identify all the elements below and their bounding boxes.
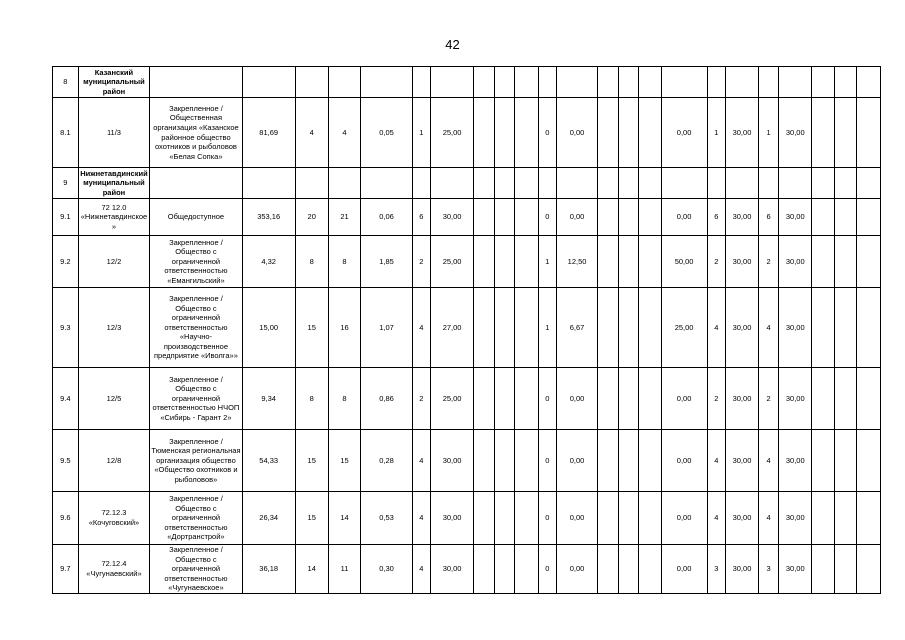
table-cell: 15	[295, 288, 328, 368]
table-cell: Закрепленное / Общество с ограниченной ответственностью «Научно-производственное предприятие «Иволга»»	[150, 288, 242, 368]
table-cell	[857, 98, 881, 168]
table-row	[53, 199, 881, 236]
table-cell	[515, 492, 539, 545]
table-cell: 0,00	[661, 368, 707, 430]
table-cell: 0	[538, 492, 556, 545]
table-cell	[834, 492, 857, 545]
table-cell: 30,00	[726, 492, 759, 545]
table-cell	[857, 236, 881, 288]
table-cell	[661, 67, 707, 98]
table-cell	[812, 288, 835, 368]
table-cell	[474, 199, 494, 236]
table-cell: 0,00	[661, 199, 707, 236]
table-cell: 4	[707, 492, 725, 545]
table-cell	[661, 168, 707, 199]
table-cell	[812, 368, 835, 430]
table-cell: 6,67	[557, 288, 598, 368]
table-cell: 15	[295, 430, 328, 492]
table-cell: 30,00	[726, 430, 759, 492]
table-cell	[618, 199, 638, 236]
table-cell: 6	[412, 199, 430, 236]
table-cell: 4	[295, 98, 328, 168]
table-cell: 0	[538, 199, 556, 236]
table-cell	[295, 67, 328, 98]
table-cell	[598, 199, 618, 236]
table-cell: 0,00	[557, 199, 598, 236]
table-cell	[494, 168, 514, 199]
table-cell	[557, 168, 598, 199]
table-cell	[328, 67, 361, 98]
table-cell	[834, 168, 857, 199]
table-cell: 0,06	[361, 199, 412, 236]
table-cell	[538, 67, 556, 98]
table-cell	[834, 67, 857, 98]
table-cell: Общедоступное	[150, 199, 242, 236]
table-cell: 11/3	[78, 98, 150, 168]
table-cell	[618, 368, 638, 430]
table-cell: 30,00	[726, 288, 759, 368]
table-cell: 30,00	[431, 492, 474, 545]
table-cell	[834, 430, 857, 492]
table-cell: 9.6	[53, 492, 79, 545]
table-cell	[618, 98, 638, 168]
table-cell: 0,00	[661, 98, 707, 168]
table-cell	[834, 199, 857, 236]
table-cell	[494, 199, 514, 236]
table-cell: 1	[412, 98, 430, 168]
table-cell	[494, 288, 514, 368]
table-cell	[474, 168, 494, 199]
table-cell	[812, 492, 835, 545]
table-cell	[598, 98, 618, 168]
table-cell: 0,00	[557, 492, 598, 545]
table-cell	[431, 168, 474, 199]
table-cell	[474, 288, 494, 368]
table-cell: 8	[53, 67, 79, 98]
table-cell	[557, 67, 598, 98]
table-cell	[779, 168, 812, 199]
table-cell	[726, 168, 759, 199]
table-cell: 0	[538, 368, 556, 430]
table-cell: 3	[707, 545, 725, 594]
table-cell	[639, 199, 662, 236]
table-cell: 0,05	[361, 98, 412, 168]
table-cell	[515, 168, 539, 199]
table-cell	[494, 368, 514, 430]
table-cell	[618, 545, 638, 594]
table-cell: 81,69	[242, 98, 295, 168]
table-cell	[150, 168, 242, 199]
table-cell: 30,00	[726, 545, 759, 594]
table-cell	[515, 67, 539, 98]
table-cell	[538, 168, 556, 199]
table-cell	[857, 199, 881, 236]
table-cell	[494, 430, 514, 492]
table-cell: 2	[707, 368, 725, 430]
table-cell	[361, 168, 412, 199]
table-cell: 9	[53, 168, 79, 199]
table-cell	[707, 67, 725, 98]
table-cell: 0	[538, 545, 556, 594]
table-cell	[150, 67, 242, 98]
table-cell	[474, 67, 494, 98]
table-cell	[857, 492, 881, 545]
table-cell	[618, 236, 638, 288]
table-cell	[812, 67, 835, 98]
table-cell	[857, 67, 881, 98]
table-cell	[618, 492, 638, 545]
table-cell	[758, 67, 778, 98]
table-cell	[834, 368, 857, 430]
table-cell: 12,50	[557, 236, 598, 288]
table-cell	[515, 545, 539, 594]
table-cell	[639, 168, 662, 199]
table-cell: 1,85	[361, 236, 412, 288]
table-cell: 30,00	[779, 98, 812, 168]
table-cell: 54,33	[242, 430, 295, 492]
table-cell	[857, 430, 881, 492]
table-cell	[618, 288, 638, 368]
table-cell	[431, 67, 474, 98]
table-cell: 0,28	[361, 430, 412, 492]
table-cell: 27,00	[431, 288, 474, 368]
table-cell: 21	[328, 199, 361, 236]
table-cell: Казанский муниципальный район	[78, 67, 150, 98]
table-cell	[328, 168, 361, 199]
table-cell: 30,00	[779, 199, 812, 236]
table-cell: 25,00	[431, 236, 474, 288]
table-cell: 4	[758, 492, 778, 545]
table-cell	[474, 368, 494, 430]
table-cell: 9.4	[53, 368, 79, 430]
table-cell	[812, 545, 835, 594]
table-cell: 6	[707, 199, 725, 236]
table-cell	[242, 168, 295, 199]
table-cell	[361, 67, 412, 98]
table-cell	[639, 236, 662, 288]
table-row	[53, 98, 881, 168]
table-cell: 4,32	[242, 236, 295, 288]
table-cell	[812, 199, 835, 236]
table-cell	[515, 288, 539, 368]
table-cell: 9.7	[53, 545, 79, 594]
table-cell: 1	[758, 98, 778, 168]
table-cell: 1	[538, 236, 556, 288]
table-cell: 0,00	[557, 545, 598, 594]
table-cell: 1,07	[361, 288, 412, 368]
table-row	[53, 368, 881, 430]
table-cell	[812, 98, 835, 168]
table-cell: 8	[328, 236, 361, 288]
table-cell: 0,00	[661, 430, 707, 492]
table-cell: 12/5	[78, 368, 150, 430]
table-cell: 4	[707, 288, 725, 368]
table-cell: 0,00	[661, 545, 707, 594]
table-cell	[618, 168, 638, 199]
table-cell: 1	[538, 288, 556, 368]
table-cell: Закрепленное / Общество с ограниченной ответственностью «Дортранстрой»	[150, 492, 242, 545]
table-row	[53, 67, 881, 98]
table-cell: 0,86	[361, 368, 412, 430]
table-cell: 2	[412, 368, 430, 430]
table-cell	[494, 98, 514, 168]
hunting-grounds-table	[52, 66, 881, 594]
table-cell: 12/3	[78, 288, 150, 368]
table-cell	[242, 67, 295, 98]
table-cell	[812, 236, 835, 288]
table-cell	[598, 368, 618, 430]
table-cell	[618, 67, 638, 98]
table-row	[53, 168, 881, 199]
table-cell: 8	[295, 236, 328, 288]
table-cell: 8	[328, 368, 361, 430]
table-cell: 15	[328, 430, 361, 492]
table-cell: 0,53	[361, 492, 412, 545]
table-cell: Закрепленное / Общество с ограниченной ответственностью «Емангильский»	[150, 236, 242, 288]
table-cell: Закрепленное / Тюменская региональная организация общество «Общество охотников и рыболовов»	[150, 430, 242, 492]
table-cell: 8	[295, 368, 328, 430]
table-cell	[857, 168, 881, 199]
table-cell: 4	[412, 492, 430, 545]
table-cell	[857, 545, 881, 594]
table-cell: 20	[295, 199, 328, 236]
table-cell: Закрепленное / Общество с ограниченной ответственностью «Чугунаевское»	[150, 545, 242, 594]
table-cell	[494, 492, 514, 545]
table-cell	[707, 168, 725, 199]
table-row	[53, 545, 881, 594]
table-cell: 6	[758, 199, 778, 236]
table-cell: 4	[758, 430, 778, 492]
table-cell: 0	[538, 98, 556, 168]
table-cell: 2	[707, 236, 725, 288]
table-cell	[834, 288, 857, 368]
table-cell	[834, 236, 857, 288]
table-cell: 3	[758, 545, 778, 594]
table-cell: 4	[412, 288, 430, 368]
table-cell: Нижнетавдинский муниципальный район	[78, 168, 150, 199]
table-cell	[494, 545, 514, 594]
table-row	[53, 492, 881, 545]
table-cell	[598, 67, 618, 98]
table-cell	[598, 288, 618, 368]
table-cell	[639, 98, 662, 168]
table-cell: 9.2	[53, 236, 79, 288]
table-cell: 30,00	[779, 236, 812, 288]
table-cell: 0,00	[557, 430, 598, 492]
table-cell	[779, 67, 812, 98]
table-cell	[598, 236, 618, 288]
table-cell: 30,00	[726, 98, 759, 168]
table-cell	[474, 236, 494, 288]
table-cell: 25,00	[431, 368, 474, 430]
table-cell: 72.12.3 «Кочуговский»	[78, 492, 150, 545]
table-cell: 2	[758, 368, 778, 430]
table-cell	[812, 168, 835, 199]
table-cell: 36,18	[242, 545, 295, 594]
table-cell: 30,00	[726, 368, 759, 430]
table-cell	[726, 67, 759, 98]
table-cell	[412, 67, 430, 98]
table-cell	[639, 430, 662, 492]
table-cell	[618, 430, 638, 492]
table-cell: 30,00	[779, 545, 812, 594]
table-cell	[834, 545, 857, 594]
table-cell: 72 12.0 «Нижнетавдинское »	[78, 199, 150, 236]
table-cell: 4	[707, 430, 725, 492]
table-cell: 15	[295, 492, 328, 545]
table-cell: 30,00	[779, 430, 812, 492]
table-cell: 9.5	[53, 430, 79, 492]
table-cell	[515, 368, 539, 430]
table-cell: 12/2	[78, 236, 150, 288]
table-cell: 11	[328, 545, 361, 594]
table-cell: 0,00	[557, 98, 598, 168]
table-cell: 4	[412, 545, 430, 594]
table-body	[53, 67, 881, 594]
table-cell: 4	[328, 98, 361, 168]
table-cell: 9,34	[242, 368, 295, 430]
table-cell: 0,00	[661, 492, 707, 545]
table-cell	[639, 492, 662, 545]
table-cell	[474, 430, 494, 492]
table-cell: 15,00	[242, 288, 295, 368]
table-cell: 0	[538, 430, 556, 492]
table-cell	[412, 168, 430, 199]
table-cell	[515, 199, 539, 236]
table-cell	[515, 430, 539, 492]
table-cell	[598, 492, 618, 545]
table-cell	[494, 67, 514, 98]
table-row	[53, 430, 881, 492]
table-cell	[812, 430, 835, 492]
page-number: 42	[445, 37, 460, 52]
table-cell: 50,00	[661, 236, 707, 288]
table-cell	[834, 98, 857, 168]
table-cell: 4	[412, 430, 430, 492]
table-cell: 2	[412, 236, 430, 288]
table-cell: 30,00	[431, 199, 474, 236]
table-cell	[639, 368, 662, 430]
table-cell: 9.1	[53, 199, 79, 236]
table-cell: 9.3	[53, 288, 79, 368]
table-cell	[515, 98, 539, 168]
table-cell	[474, 98, 494, 168]
table-cell: 14	[328, 492, 361, 545]
table-row	[53, 236, 881, 288]
table-cell: 30,00	[431, 430, 474, 492]
table-cell: 0,00	[557, 368, 598, 430]
table-cell	[857, 288, 881, 368]
table-cell	[758, 168, 778, 199]
table-cell	[639, 545, 662, 594]
table-cell: 30,00	[726, 199, 759, 236]
table-cell	[639, 288, 662, 368]
table-row	[53, 288, 881, 368]
table-cell: 30,00	[779, 368, 812, 430]
table-cell	[474, 545, 494, 594]
table-cell: 12/8	[78, 430, 150, 492]
table-cell: Закрепленное / Общество с ограниченной ответственностью НЧОП «Сибирь - Гарант 2»	[150, 368, 242, 430]
table-cell: 25,00	[431, 98, 474, 168]
table-cell: 4	[758, 288, 778, 368]
table-cell: 1	[707, 98, 725, 168]
table-cell: 26,34	[242, 492, 295, 545]
table-cell: 30,00	[779, 288, 812, 368]
table-cell	[639, 67, 662, 98]
table-cell: 30,00	[726, 236, 759, 288]
table-cell: 30,00	[431, 545, 474, 594]
table-cell	[295, 168, 328, 199]
table-cell	[474, 492, 494, 545]
table-cell: 353,16	[242, 199, 295, 236]
table-cell: 8.1	[53, 98, 79, 168]
table-cell	[857, 368, 881, 430]
table-cell	[494, 236, 514, 288]
table-cell: 30,00	[779, 492, 812, 545]
table-cell	[598, 168, 618, 199]
table-cell: 72.12.4 «Чугунаевский»	[78, 545, 150, 594]
table-cell: 2	[758, 236, 778, 288]
table-cell: Закрепленное / Общественная организация «Казанское районное общество охотников и рыболовов «Белая Сопка»	[150, 98, 242, 168]
table-cell: 0,30	[361, 545, 412, 594]
table-cell	[598, 430, 618, 492]
table-cell: 25,00	[661, 288, 707, 368]
table-cell	[515, 236, 539, 288]
table-cell: 14	[295, 545, 328, 594]
table-cell	[598, 545, 618, 594]
table-cell: 16	[328, 288, 361, 368]
